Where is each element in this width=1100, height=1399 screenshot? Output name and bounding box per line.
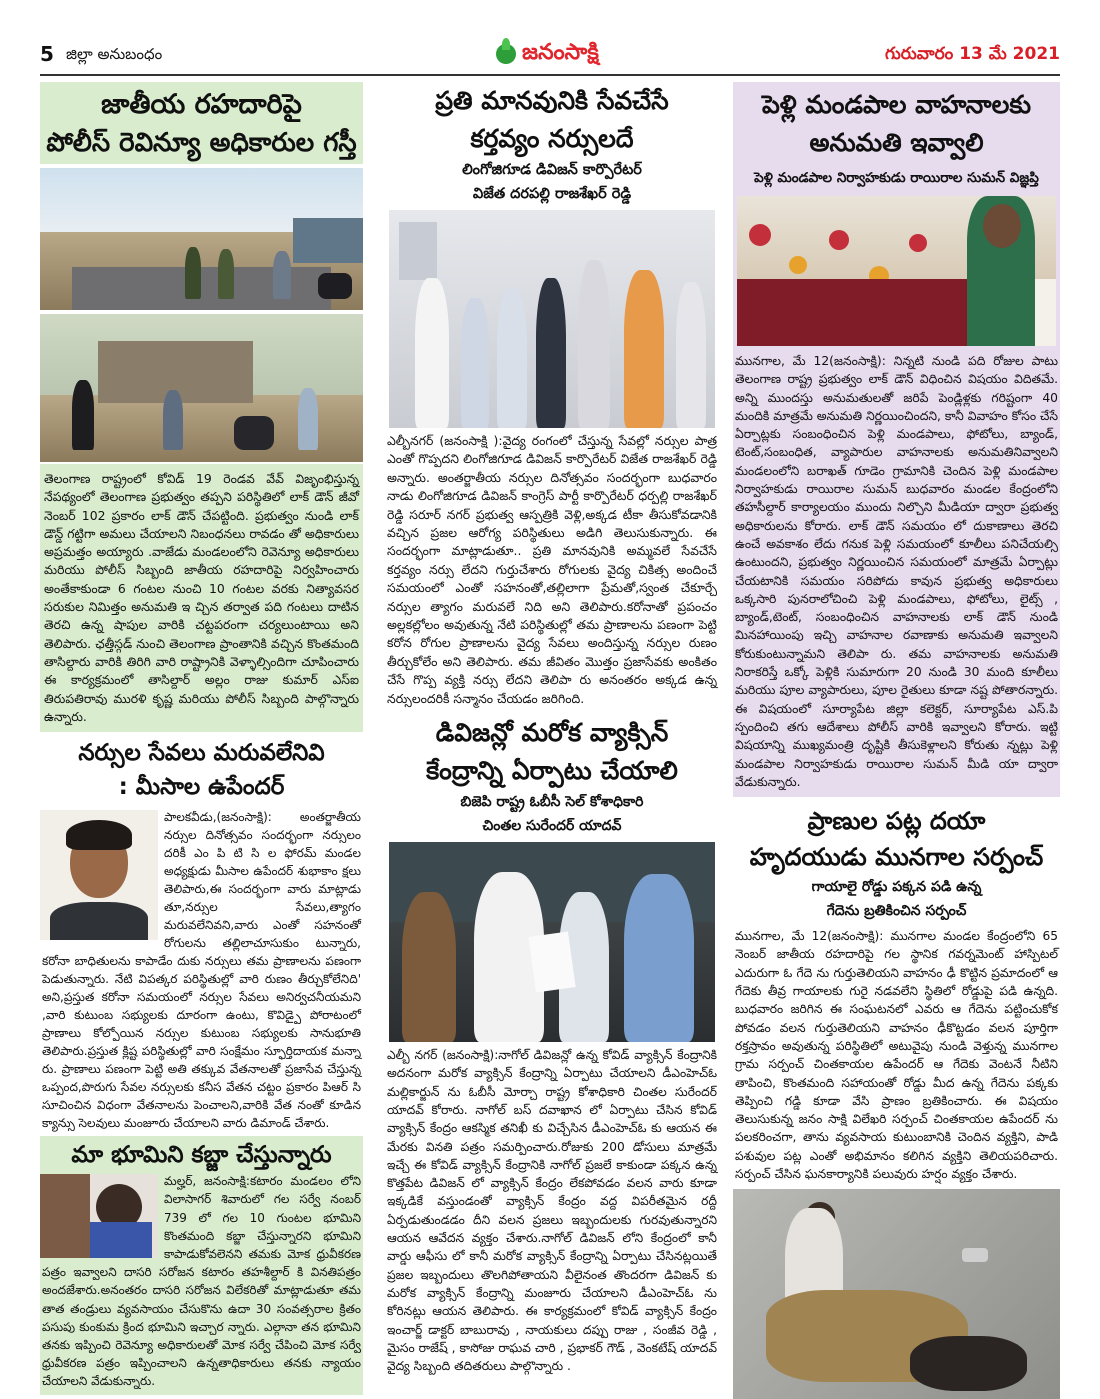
article-subheadline: గాయాలై రోడ్డు పక్కన పడి ఉన్న [811, 879, 982, 896]
article-headline: కేంద్రాన్ని ఏర్పాటు చేయాలి [426, 756, 678, 786]
column-right [733, 82, 1060, 1399]
portrait-photo [40, 810, 158, 940]
logo-text: జనంసాక్షి [522, 40, 599, 65]
article-land-grab [40, 1136, 363, 1394]
article-subheadline: చింతల సురేందర్ యాదవ్ [482, 818, 622, 835]
article-subheadline: లింగోజిగూడ డివిజన్ కార్పొరేటర్ [462, 162, 642, 178]
article-subheadline: విజేత దరపల్లి రాజశేఖర్ రెడ్డి [472, 186, 632, 202]
article-body: మునగాల, మే 12(జనంసాక్షి): మునగాల మండల కేంద్రంలోని 65 నెంబర్ జాతీయ రహదారిపై గల స్థానిక గవర్నమెంట్ హాస్పిటల్ ఎదురుగా ఓ గేదె ను గుర్తుతెలియని వాహనం ఢీ కొట్టిన ప్రమాదంలో ఆ గేదెకు తీవ్ర గాయాలకు గురై నడవలేని స్థితిలో రోడ్డుపై పడి ఉన్నది. బుధవారం జరిగిన ఈ సంఘటనలో ఎవరు ఆ గేదెను పట్టించుకోక పోవడం వలన గుర్తుతెలియని వాహనం ఢీకొట్టడం వలన పూర్తిగా రక్తస్రావం అవుతున్న పరిస్థితిలో అటువైపు నుండి వెళ్తున్న మునగాల గ్రామ సర్పంచ్ చింతకాయల ఉపేందర్ ఆ గేదెకు వెంటనే నీటిని తాపించి, కొంతమంది సహాయంతో రోడ్డు మీద ఉన్న గేదెను పక్కకు తెప్పించి గడ్డి కూడా వేసి ప్రాణం బ్రతికించారు. ఈ విషయం తెలుసుకున్న జనం సాక్షి విలేఖరి సర్పంచ్ చింతకాయల ఉపేందర్ ను పలకరించగా, తాను వ్యవసాయ కుటుంబానికి చెందిన వ్యక్తిని, పాడి పశువుల పట్ల ఎంతో అభిమానం కలిగిన వ్యక్తిని తెలియపరిచారు. సర్పంచ్ చేసిన ఘనకార్యానికి పలువురు హర్షం వ్యక్తం చేశారు. [735, 929, 1058, 1181]
article-subheadline: పెళ్లి మండపాల నిర్వాహకుడు రాయిరాల సుమన్ విజ్ఞప్తి [754, 170, 1039, 186]
article-headline: పోలీస్ రెవిన్యూ అధికారుల గస్తీ [46, 128, 357, 158]
article-headline: కర్తవ్యం నర్సులదే [470, 124, 634, 153]
header-divider [40, 74, 1060, 76]
article-body: మల్హర్, జనంసాక్షి:కటారం మండలం లోని విలాసాగర్ శివారులో గల సర్వే నంబర్ 739 లో గల 10 గుంటల భూమిని కొంతమంది కబ్జా చేస్తున్నారని భూమిని కాపాడుకోవలెనని తమకు మోక ధ్రువీకరణ పత్రం ఇవ్వాలని దాసరి సరోజన కటారం తహశీల్దార్ కి వినతిపత్రం అందజేశారు.అనంతరం దాసరి సరోజన విలేకరితో మాట్లాడుతూ తమ తాత తండ్రులు వ్యవసాయం చేసుకొను ఉదా 30 సంవత్సరాల క్రితం పసుపు కుంకుమ క్రింద భూమిని ఇచ్చార న్నారు. ఎల్గానా తన భూమిని తనకు ఇప్పించి రెవెన్యూ అధికారులతో మోక సర్వే చేపించి మోక సర్వే ధ్రువీకరణ పత్రం ఇప్పించాలని ఉన్నతాధికారులు తనకు న్యాయం చేయాలని వేడుకున్నారు. [42, 1174, 361, 1389]
section-name: జిల్లా అనుబంధం [66, 45, 163, 63]
article-headline: హృదయుడు మునగాల సర్పంచ్ [749, 843, 1044, 872]
article-nurses [40, 736, 363, 1132]
article-subheadline: గేదెను బ్రతికించిన సర్పంచ్ [826, 903, 967, 920]
article-headline: నర్సుల సేవలు మరువలేనివి [78, 740, 325, 767]
article-subheadline: బిజెపి రాష్ట్ర ఓబీసీ సెల్ కోశాధికారి [460, 794, 644, 811]
article-headline: : మీసాల ఉపేందర్ [118, 774, 285, 801]
article-photo-memorandum [389, 842, 715, 1042]
article-vaccine-centre [385, 714, 719, 1375]
article-photo-buffalo [733, 1189, 1060, 1399]
article-body: తెలంగాణ రాష్ట్రంలో కోవిడ్ 19 రెండవ వేవ్ విజృంభిస్తున్న నేపథ్యంలో తెలంగాణ ప్రభుత్వం తప్పని పరిస్థితిలో లాక్ డౌన్ జీవో నెంబర్ 102 ప్రకారం లాక్ డౌన్ చేపట్టింది. ప్రభుత్వం నుండి లాక్ డౌన్డ్ గట్టిగా అమలు చేయాలని నిబంధనలు రావడం తో అధికారులు అప్రమత్తం అయ్యారు .వాజేడు మండలంలోని రెవెన్యూ అధికారులు మరియు పోలీస్ సిబ్బంది జాతీయ రహదారిపై నిర్వహించారు అంతేకాకుండా 6 గంటల నుంచి 10 గంటల వరకు నిత్యావసర సరుకుల నిమిత్తం అనుమతి ఇ చ్చిన తర్వాత పది గంటలు దాటిన తెరచి ఉన్న షాపుల వారికి చట్టపరంగా చర్యలుంటాయి అని తెలిపారు. ఛత్తీస్గడ్ నుంచి తెలంగాణ ప్రాంతానికి వచ్చిన కొంతమంది తాసిల్దారు వారికి తిరిగి వారి రాష్ట్రానికి వెళ్ళాల్సిందిగా చూపించారు ఈ కార్యక్రమంలో తాసిల్దార్ అల్లం రాజు కుమార్ ఎస్ఐ తిరుపతిరావు మురళి కృష్ణ మరియు పోలీస్ సిబ్బంది పాల్గొన్నారు ఉన్నారు. [44, 471, 359, 724]
article-headline: జాతీయ రహదారిపై [101, 89, 302, 120]
column-left [40, 82, 363, 1395]
page-number: 5 [40, 42, 54, 66]
article-body: పాలకవీడు,(జనంసాక్షి): అంతర్జాతీయ నర్సుల దినోత్సవం సందర్భంగా నర్సులం దరికీ ఎం పి టి సి ల ఫోరమ్ మండల అధ్యక్షుడు మీసాల ఉపేందర్ శుభాకాం క్షలు తెలిపారు,ఈ సందర్భంగా వారు మాట్లాడు తూ,నర్సుల సేవలు,త్యాగం మరువలేనివని,వారు ఎంతో సహనంతో రోగులను తల్లిలాచూసుకుం టున్నారు, కరోనా బాధితులను కాపాడేం దుకు నర్సులు తమ ప్రాణాలను పణంగా పెడుతున్నారు. నేటి విపత్కర పరిస్థితుల్లో వారి రుణం తీర్చుకోలేనిది' అని,ప్రస్తుత కరోనా సమయంలో నర్సుల సేవలు అనిర్వచనీయమని ,వారి కుటుంబ సభ్యులకు దూరంగా ఉంటు, కొవిడ్పై పోరాటంలో ప్రాణాలు కోల్పోయిన నర్సుల కుటుంబ సభ్యులకు సానుభూతి తెలిపారు.ప్రస్తుత క్లిష్ట పరిస్థితుల్లో వారి సంక్షేమం స్ఫూర్తిదాయక మన్నా రు. ప్రాణాలు పణంగా పెట్టి అతి తక్కువ వేతనాలతో ప్రజాసేవ చేస్తున్న ఒప్పంద,పొరుగు సేవల నర్సులకు కనీస వేతన చట్టం ప్రకారం పిఆర్ సి సూచించిన విధంగా వేతనాలను పెంచాలని,వారికి వేత నంతో కూడిన క్యాన్సు సెలవులు మంజూరు చేయాలని వారు డిమాండ్ చేశారు. [42, 810, 361, 1131]
article-sarpanch-buffalo [733, 803, 1060, 1399]
article-photo-mandapam [737, 196, 1056, 346]
issue-date: గురువారం 13 మే 2021 [885, 44, 1060, 64]
article-headline: ప్రాణుల పట్ల దయా [807, 807, 986, 836]
masthead-logo [496, 38, 656, 70]
article-headline: అనుమతి ఇవ్వాలి [809, 128, 984, 157]
leaf-logo-icon [496, 44, 516, 64]
page-header [40, 38, 1060, 72]
article-photo-highway [40, 168, 363, 310]
article-body: ఎల్బీ నగర్ (జనంసాక్షి):నాగోల్ డివిజన్లో ఉన్న కోవిడ్ వ్యాక్సిన్ కేంద్రానికి అదనంగా మరోక వ్యాక్సిన్ కేంద్రాన్ని ఏర్పాటు చేయాలని డీఎంహెచ్ఓ మల్లికార్జున్ ను ఓబీసీ మోర్చా రాష్ట్ర కోశాధికారి చింతల సురేందర్ యాదవ్ కోరారు. నాగోల్ బస్ దవాఖాన లో ఏర్పాటు చేసిన కోవిడ్ వ్యాక్సిన్ కేంద్రం ఆకస్మిక తనిఖీ కు విచ్చేసిన డీఎంహెచ్ఓ కు ఆయన ఈ మేరకు వినతి పత్రం సమర్పించారు.రోజుకు 200 డోసులు మాత్రమే ఇచ్చే ఈ కోవిడ్ వ్యాక్సిన్ కేంద్రానికి నాగోల్ ప్రజలే కాకుండా పక్కన ఉన్న కొత్తపేట డివిజన్ లో వ్యాక్సిన్ కేంద్రం లేకపోవడం వలన వారు కూడా ఇక్కడికే వస్తుండంతో వ్యాక్సిన్ కేంద్రం వద్ద విపరీతమైన రద్దీ ఏర్పడుతుండడం దీని వలన ప్రజలు ఇబ్బందులకు గురవుతున్నారని ఆయన ఆవేదన వ్యక్తం చేశారు.నాగోల్ డివిజన్ లోని కేంద్రంలో కానీ వార్డు ఆఫీసు లో కానీ మరోక వ్యాక్సిన్ కేంద్రాన్ని ఏర్పాటు చేసినట్లయితే ప్రజల ఇబ్బందులు తొలగిపోతాయని వీలైనంత తొందరగా డివిజన్ కు మరోక వ్యాక్సిన్ కేంద్రాన్ని మంజూరు చేయాలని డీఎంహెచ్ఓ ను కోరినట్లు ఆయన తెలిపారు. ఈ కార్యక్రమంలో కోవిడ్ వ్యాక్సిన్ కేంద్రం ఇంచార్జ్ డాక్టర్ బాబురావు , నాయకులు దప్పు రాజు , సంజీవ రెడ్డి , మైసం రాజేష్ , కాసోజు రాఘవ చారి , ప్రభాకర్ గౌడ్ , వెంకటేష్ యాదవ్ వైద్య సిబ్బంది తదితరులు పాల్గొన్నారు . [387, 1048, 717, 1374]
article-photo-complaint [40, 1174, 158, 1258]
article-headline: డివిజన్లో మరోక వ్యాక్సిన్ [435, 718, 669, 748]
article-headline: మా భూమిని కబ్జా చేస్తున్నారు [71, 1142, 332, 1169]
article-photo-hospital [389, 210, 715, 428]
article-headline: పెళ్లి మండపాల వాహనాలకు [761, 90, 1032, 119]
article-photo-checkpost [40, 314, 363, 462]
article-body: మునగాల, మే 12(జనంసాక్షి): నిన్నటి నుండి పది రోజుల పాటు తెలంగాణ రాష్ట్ర ప్రభుత్వం లాక్ డౌన్ విధించిన విషయం విదితమే. అన్ని ముందస్తు అనుమతులతో జరిపే పెండ్లిళ్లకు గరిష్టంగా 40 మందికి మాత్రమే అనుమతి నిర్ణయించిందని, కానీ వివాహం కోసం చేసే ఏర్పాట్లకు సంబంధించిన పెళ్లి మండపాలు, ఫోటోలు, బ్యాండ్, టెంట్,సంబంధిత, వ్యాపారుల వాహనాలకు అనుమతినివ్వాలని మండలంలోని బరాఖత్ గూడెం గ్రామానికి చెందిన పెళ్లి మండపాల నిర్వాహకుడు రాయిరాల సుమన్ బుధవారం మండల కేంద్రంలోని తహసీల్దార్ కార్యాలయం ముందు నిల్చొని మీడియా ద్వారా ప్రభుత్వ అధికారులను కోరారు. లాక్ డౌన్ సమయం లో దుకాణాలు తెరచి ఉంచే అవకాశం లేదు గనుక పెళ్లి సమయంలో కూలీలు పనిచేయల్సి ఉంటుందని, ప్రభుత్వం నిర్ణయించిన సమయంలో మాత్రమే ఏర్పాట్లు చేయటానికి సమయం సరిపోదు కావున ప్రభుత్వ అధికారులు ఒక్కసారి పునరాలోచించి పెళ్లి మండపాలు, ఫోటోలు, లైట్స్ , బ్యాండ్,టెంట్, సంబంధించిన వాహనాలకు లాక్ డౌన్ నుండి మినహాయింపు ఇచ్చి వాహనాల రవాణాకు అనుమతి ఇవ్వాలని కోరుకుంటున్నామని తెలిపా రు. తమ వాహనాలకు అనుమతి నిరాకరిస్తే ఒక్కో పెళ్లికి సుమారుగా 20 నుండి 30 మంది కూలీలు మరియు పూల వ్యాపారులు, పూల రైతులు కూడా నష్ట పోతారన్నారు. ఈ విషయంలో సూర్యాపేట జిల్లా కలెక్టర్, సూర్యాపేట ఎస్.పి స్పందించి తగు ఆదేశాలు పోలీస్ వారికి ఇవ్వాలని కోరారు. ఇట్టి విషయాన్ని ముఖ్యమంత్రి దృష్టికి తీసుకెళ్లాలని కోరుతు న్నట్లు పెళ్లి మండపాల నిర్వాహకుడు రాయిరాల సుమన్ మీడి యా ద్వారా వేడుకున్నారు. [735, 354, 1058, 789]
article-headline: ప్రతి మానవునికి సేవచేసే [435, 86, 669, 115]
article-highway-patrol [40, 82, 363, 164]
article-body: ఎల్బీనగర్ (జనంసాక్షి ):వైద్య రంగంలో చేస్తున్న సేవల్లో నర్సుల పాత్ర ఎంతో గొప్పదని లింగోజిగూడ డివిజన్ కార్పొరేటర్ విజేత రాజశేఖర్ రెడ్డి అన్నారు. అంతర్జాతీయ నర్సుల దినోత్సవం సందర్భంగా బుధవారం నాడు లింగోజిగూడ డివిజన్ కాంగ్రెస్ పార్టీ కార్పొరేటర్ ధర్పల్లి రాజశేఖర్ రెడ్డి సరూర్ నగర్ ప్రభుత్వ ఆస్పత్రికి వెళ్లి,అక్కడ టీకా తీసుకోవడానికి వచ్చిన ప్రజల ఆరోగ్య పరిస్థితులు అడిగి తెలుసుకున్నారు. ఈ సందర్భంగా మాట్లాడుతూ.. ప్రతి మానవునికి అమ్మవలే సేవచేసే కర్తవ్యం నర్సు లేదని గుర్తుచేశారు రోగులకు వైద్య చికిత్స అందించే సమయంలో ఎంతో సహనంతో,తల్లిలాగా ప్రేమతో,స్వంత చేకూర్చే నర్సుల త్యాగం మరువలే నిది అని తెలిపారు.కరోనాతో ప్రపంచం అల్లకల్లోలం అవుతున్న నేటి పరిస్థితుల్లో తమ ప్రాణాలను పణంగా పెట్టి కరోన రోగుల ప్రాణాలను వైద్య సేవలు అందిస్తున్న నర్సుల రుణం తీర్చుకోలేం అని తెలిపారు. తమ జీవితం మొత్తం ప్రజాసేవకు అంకితం చేసే గొప్ప వ్యక్తి నర్సు లేదని తెలిపా రు అనంతరం అక్కడ ఉన్న నర్సులందరికీ సన్మానం చేయడం జరిగింది. [387, 433, 717, 706]
article-nurses-duty [385, 82, 719, 708]
article-text-block [40, 464, 363, 732]
article-wedding-vehicles [733, 82, 1060, 797]
column-middle [385, 82, 719, 1375]
